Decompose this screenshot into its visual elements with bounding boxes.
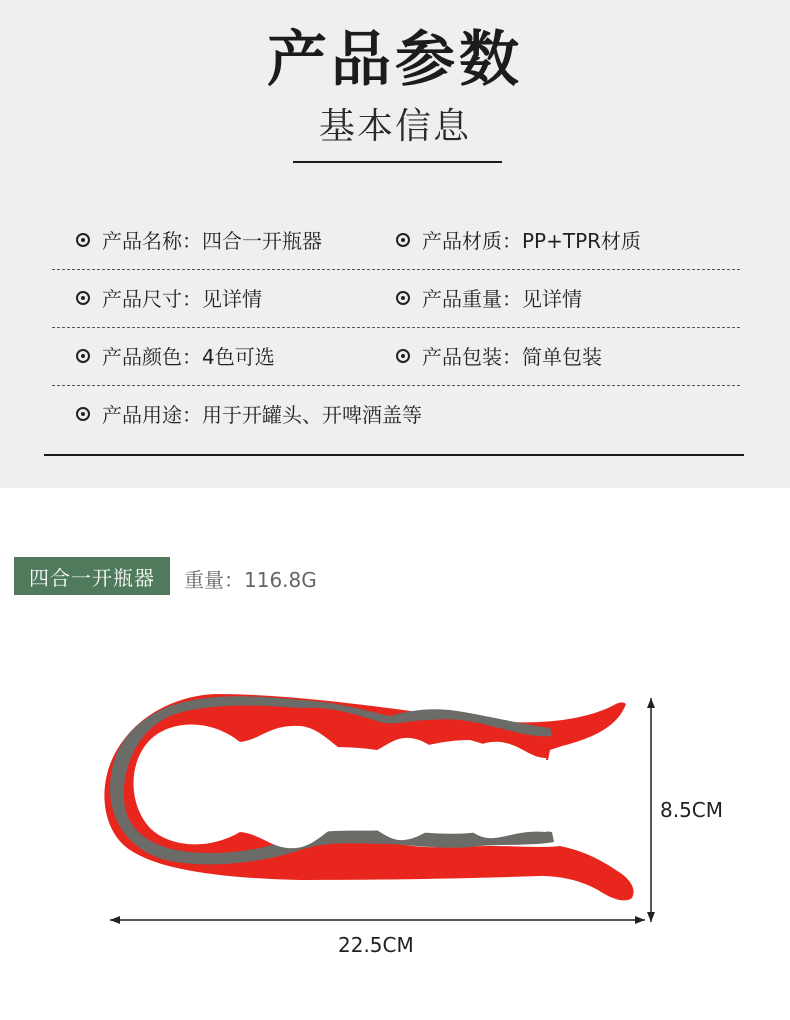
radio-bullet-icon — [396, 349, 410, 363]
spec-text: 产品尺寸：见详情 — [102, 287, 262, 311]
arrow-right-icon — [635, 916, 645, 924]
spec-text: 产品包装：简单包装 — [422, 345, 602, 369]
radio-bullet-icon — [76, 291, 90, 305]
radio-bullet-icon — [396, 233, 410, 247]
spec-text: 产品名称：四合一开瓶器 — [102, 229, 322, 253]
spec-panel — [0, 0, 790, 488]
product-weight: 重量：116.8G — [184, 568, 317, 592]
product-name-tag: 四合一开瓶器 — [14, 557, 170, 595]
spec-item — [76, 341, 275, 370]
radio-bullet-icon — [76, 233, 90, 247]
spec-item — [396, 341, 602, 370]
spec-text: 产品重量：见详情 — [422, 287, 582, 311]
spec-item — [396, 283, 582, 312]
page-title: 产品参数 — [267, 25, 523, 95]
spec-row — [52, 213, 740, 270]
radio-bullet-icon — [396, 291, 410, 305]
arrow-down-icon — [647, 912, 655, 922]
radio-bullet-icon — [76, 349, 90, 363]
spec-text: 产品用途：用于开罐头、开啤酒盖等 — [102, 403, 422, 427]
title-underline — [293, 161, 502, 163]
spec-bottom-rule — [44, 454, 744, 456]
height-label: 8.5CM — [660, 798, 724, 822]
width-label: 22.5CM — [338, 933, 414, 957]
spec-text: 产品材质：PP+TPR材质 — [422, 229, 642, 253]
spec-item — [76, 399, 422, 428]
radio-bullet-icon — [76, 407, 90, 421]
spec-row — [52, 387, 740, 443]
spec-item — [396, 225, 641, 254]
spec-row — [52, 271, 740, 328]
spec-item — [76, 283, 262, 312]
spec-item — [76, 225, 322, 254]
arrow-left-icon — [110, 916, 120, 924]
section-subtitle: 基本信息 — [318, 106, 471, 147]
spec-text: 产品颜色：4色可选 — [102, 345, 275, 369]
spec-row — [52, 329, 740, 386]
arrow-up-icon — [647, 698, 655, 708]
